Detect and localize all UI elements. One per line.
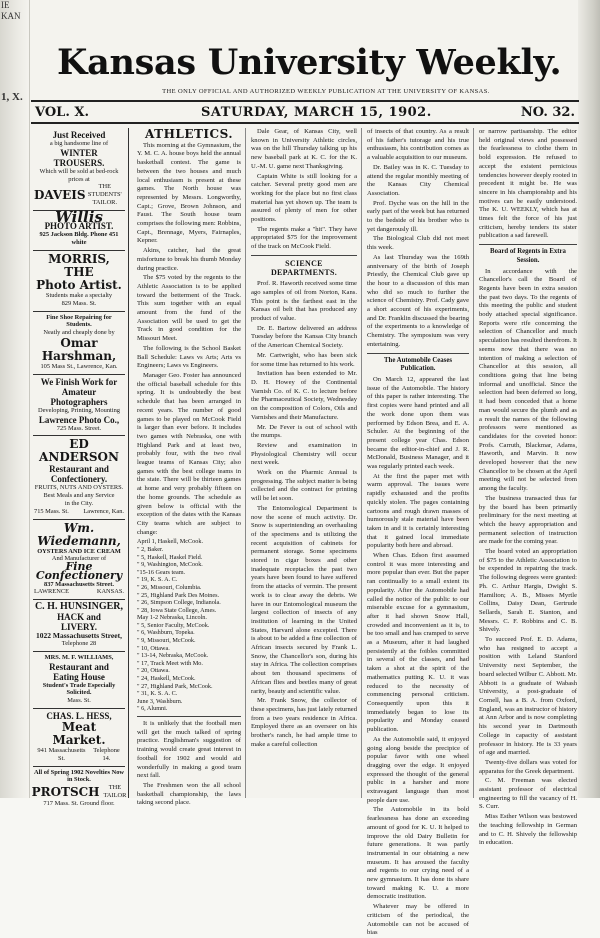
article-paragraph: At the first the paper met with warm approval. The issues were rapidly exhausted and the profits quickly stolen. The pages containing cartoons and rough drawn masses of humorously stale material have been taken in and it is certainly interesting that it gained local immediate popularity both here and abroad. (367, 472, 469, 550)
ad-wiedemann: Wm. Wiedemann, OYSTERS AND ICE CREAM And Manufacturer of Fine Confectionery 837 Massachusetts Street. LAWRENCE KANSAS. (33, 520, 125, 601)
masthead-subtitle: THE ONLY OFFICIAL AND AUTHORIZED WEEKLY PUBLICATION AT THE UNIVERSITY OF KANSAS. (162, 88, 490, 95)
article-paragraph: Whatever may be offered in criticism of the periodical, the Automobile can not be accused of bias (367, 903, 469, 937)
automobile-heading: The Automobile Ceases Publication. (384, 356, 452, 373)
regents-column (475, 128, 579, 847)
article-paragraph: Mr. Cartwright, who has been sick for some time has returned to his work. (251, 351, 357, 368)
issue-date: SATURDAY, MARCH 15, 1902. (201, 105, 432, 120)
article-paragraph: On March 12, appeared the last issue of the Automobile. The history of this paper is rather interesting. The first copies were hand printed and all the work done upon them was performed by Edson Brea, and E. A. Schuler. At the beginning of the present college year Chas. Edson became the editor-in-chief and J. R. McDonald, Business Manager, and it was regularly printed each week. (367, 375, 469, 471)
volume-label: VOL. X. (35, 105, 89, 120)
ad-hess: CHAS. L. HESS, Meat Market. 941 Massachusetts St. Telephone 14. (33, 709, 125, 767)
dateline-bar (31, 100, 579, 124)
ad-hunsinger: C. H. HUNSINGER, HACK and LIVERY. 1022 Massachusetts Street, Telephone 28 (33, 600, 125, 652)
article-paragraph: Dr. Bailey was in K. C. Tuesday to attend the regular monthly meeting of the Kansas City Chemical Association. (367, 163, 469, 197)
article-paragraph: Prof. Dyche was on the hill in the early part of the week but has returned to the bedside of his brother who is yet dangerously ill. (367, 199, 469, 233)
article-paragraph: To succeed Prof. E. D. Adams, who has resigned to accept a position with Leland Stanford University next September, the board selected Wilbur C. Abbott. Mr. Abbott is a graduate of Wabash University, a post-graduate of Cornell, has a B. A. from Oxford, England, was an instructor of history at Ann Arbor and is now completing his second year in Dartmouth College in capacity of assistant professor in history. He is 33 years of age and married. (479, 636, 577, 757)
article-paragraph: Review and examination in Physiological Chemistry will occur next week. (251, 441, 357, 467)
article-paragraph: Dale Gear, of Kansas City, well known in University Athletic circles, was on the hill Thursday talking up his new baseball park at K. C. for the K. U.-M. U. game next Thanksgiving. (251, 128, 357, 170)
science-column (247, 128, 362, 798)
athletics-heading: ATHLETICS. (144, 127, 233, 141)
article-paragraph: The Automobile in its bold fearlessness has done an exceeding amount of good for K. U. It helped to improve the old Dairy Bulletin for future generations. It was partly instrumental in our obtaining a new museum. It has aroused the faculty and regents to our crying need of a new gymnasium. It has done its share toward making K. U. a more democratic institution. (367, 806, 469, 901)
athletics-column (133, 127, 246, 807)
baseball-schedule: April 1, Haskell, McCook. " 2, Baker. " 5, Haskell, Haskel Field. " 9, Washington, McCook. "15-16 Gears team. " 19, K. S. A. C. " 26, Missouri, Columbia. " 25, Highland Park Des Moines. " 26, Simpson College, Indianola. " 28, Iowa State College, Ames. May 1-2 Nebraska, Lincoln. " 5, Senior Faculty, McCook. " 6, Washburn, Topeka. " 9, Missouri, McCook. " 10, Ottawa. " 13-14, Nebraska, McCook. " 17, Track Meet with Mo. " 20, Ottawa. " 24, Haskell, McCook. " 27, Highland Park, McCook. " 31, K. S. A. C. June 3, Washburn. " 6, Alumni. (137, 538, 221, 713)
article-paragraph: The regents make a "hit". They have appropriated $75 for the improvement of the track on McCook Field. (251, 225, 357, 251)
ad-anderson: ED ANDERSON Restaurant and Confectionery. FRUITS, NUTS AND OYSTERS. Best Meals and any Service in the City. 715 Mass. St. Lawrence, Kan. (33, 436, 125, 519)
article-paragraph: As last Thursday was the 169th anniversary of the birth of Joseph Priestly, the Chemical Club gave up the hour to a discussion of this man who did so much to further the science of Chemistry. Prof. Cady gave a short account of his experiments, and Dr. Franklin discussed the bearing of the experiments to a knowledge of Chemistry. The symposium was very entertaining. (367, 253, 469, 348)
ad-daveis: Just Received a big handsome line of WINTER TROUSERS. Which will be sold at bed-rock prices at DAVEIS THE STUDENTS' TAILOR. (33, 128, 125, 211)
article-paragraph: This morning at the Gymnasium, the Y. M. C. A. house boys held the annual basketball contest. The game is between the two houses and much local enthusiasm is present at these games. The North house was represented by Messrs. Longworthy, Capt.; Grove, Brown Johnson, and Faust. The South house team comprises the following men: Robbins, Capt., Brennage, Myers, Fairnaples, Kepner. (137, 141, 241, 245)
spine-text: IE KAN 1, X. (1, 0, 23, 103)
ad-lawrence-photo: We Finish Work for Amateur Photographers Developing, Printing, Mounting Lawrence Photo Co., 725 Mass. Street. (33, 375, 125, 437)
article-paragraph: Prof. R. Haworth received some time ago samples of oil from Norton, Kans. This point is the farthest east in the Kansas oil belt that has produced any product of value. (251, 280, 357, 323)
ad-harshman: Fine Shoe Repairing for Students. Neatly and cheaply done by Omar Harshman, 105 Mass St., Lawrence, Kan. (33, 312, 125, 375)
ad-willis: Willis PHOTO ARTIST. 925 Jackson Bldg. Phone 451 white (33, 211, 125, 251)
right-page-edge (578, 0, 600, 798)
article-paragraph: Mr. Frank Snow, the collector of these specimens, has just lately returned from a two years residence in Africa. Employed there as an overseer on his brother's ranch, he had ample time to make a careful collection (251, 697, 357, 748)
science-heading: SCIENCE DEPARTMENTS. (270, 258, 338, 277)
article-paragraph: Miss Esther Wilson was bestowed the teaching fellowship in German and to C. H. Shively the fellowship in education. (479, 813, 577, 847)
article-paragraph: It is unlikely that the football men will get the much talked of spring practice. Englishman's suggestion of training would create great interest in football for 1902 and would aid wonderfully in making a good team next fall. (137, 720, 241, 780)
article-paragraph: The Freshmen won the all school basketball championship, the laws taking second place. (137, 781, 241, 807)
article-paragraph: Twenty-five dollars was voted for apparatus for the Greek department. (479, 758, 577, 775)
article-paragraph: The following is the School Basket Ball Schedule: Laws vs Arts; Arts vs Engineers; Laws vs Engineers. (137, 344, 241, 370)
article-paragraph: In accordance with the Chancellor's call the Board of Regents have been in extra session the past two days. To the regents of this meeting the public and student body attached special significance. Reports were rife concerning the selection of Chancellor and much speculation has resulted therefrom. It seems now that there was no intention of making a selection of Chancellor at this session, all conditions going that line being informal and unofficial. Since the selection had been deferred so long, it had been conceded that a home man would secure the plumb and as a result the names of the following professors were mentioned as candidates for the coveted honor: Profs. Carruth, Blackmar, Adams, Haworth, and Marvin. It now developed however that the new Chancellor to be chosen at the April meeting will not be selected from among the faculty. (479, 267, 577, 493)
article-paragraph: Invitation has been extended to Mr. D. H. Howey of the Continental Varnish Co. of K. C. to lecture before the Pharmaceutical Society, Wednesday on the composition of Colors, Oils and Varnishes and their Manufacture. (251, 370, 357, 421)
article-paragraph: Dr. E. Bartow delivered an address Tuesday before the Kansas City branch of the American Chemical Society. (251, 324, 357, 350)
article-paragraph: The business transacted thus far by the board has been primarily preliminary for the next meeting at which the heavy appropriation and permanent selection of instruction are made for the coming year. (479, 494, 577, 546)
regents-heading: Board of Regents in Extra Session. (490, 248, 566, 264)
adjacent-page-spine (0, 0, 30, 798)
article-paragraph: Akins, catcher, had the great misfortune to break his thumb Monday during practice. (137, 247, 241, 272)
article-paragraph: C. M. Freeman was elected assistant professor of electrical engineering to fill the vacancy of H. S. Curr. (479, 777, 577, 811)
article-paragraph: of insects of that country. As a result of his father's tutorage and his true enthusiasm, his contribution comes as a valuable acquisition to our museum. (367, 128, 469, 162)
newspaper-sheet (31, 0, 579, 937)
ad-morris: MORRIS, THE Photo Artist. Students make a specialty 829 Mass. St. (33, 251, 125, 312)
article-paragraph: The Entomological Department is now the scene of much activity. Dr. Snow is superintending an overhauling of the specimens and is utilizing the recent acquisition of cabinets for permanent storage. Some specimens stored in cigar boxes and other inadequate receptacles the past two years have been found to have suffered from the attacks of vermin. The present work is to clear away the debris. We have in our Entomological museum the largest collection of insects of any institution of learning in the United States, Harvard alone excepted. There is about to be added a fine collection of African insects secured by Frank L. Snow, the Chancellor's son, during his stay in Africa. The collection comprises about ten thousand specimens of African flies and beetles many of great rarity, beauty and scientific value. (251, 504, 357, 695)
article-paragraph: Work on the Pharmic Annual is progressing. The subject matter is being collected and the contract for printing will be let soon. (251, 469, 357, 503)
article-paragraph: The board voted an appropriation of $75 to the Athletic Association to be expended in repairing the track. The following degrees were granted: Ph. C. Arthur Hargis, Dwight S. Hamilton; A. B., Misses Myrtle Collins, Daisy Dean, Gertrude Sellards, Sarah E. Stanton, and Messrs. C. F. Robbins and C. B. Shively. (479, 548, 577, 634)
issue-number: NO. 32. (520, 105, 575, 120)
article-paragraph: Captain White is still looking for a catcher. Several pretty good men are working for the place but no first class material has yet shown up. The team is assured of plenty of men for other positions. (251, 172, 357, 224)
masthead-title: Kansas University Weekly. (57, 42, 562, 83)
ads-column (31, 128, 129, 807)
automobile-column (363, 128, 474, 937)
ad-williams: MRS. M. F. WILLIAMS, Restaurant and Eating House Student's Trade Especially Solicited. Mass. St. (33, 652, 125, 709)
article-paragraph: As the Automobile said, it enjoyed going along beside the precipice of popular favor with one wheel dragging over the edge. It enjoyed expressed the thought of the general public in a harsher and more extravagant language than most people dare use. (367, 735, 469, 804)
ad-protsch: All of Spring 1902 Novelties Now in Stock. PROTSCH THE TAILOR 717 Mass. St. Ground floor. (31, 768, 127, 807)
article-paragraph: The $75 voted by the regents to the Athletic Association is to be applied toward the betterment of the Track. This sum together with an equal amount from the fund of the Association will be used to get the Track in good condition for the Missouri Meet. (137, 274, 241, 343)
article-paragraph: The Biological Club did not meet this week. (367, 235, 469, 252)
article-paragraph: or narrow partisanship. The editor held original views and possessed the fearlessness to clothe them in bold expression. He refused to accept the existent pernicious tendencies however deeply rooted in precedent it might be. He was sincere in his championship and his motives can be easily understood. The K. U. WEEKLY, which has at times felt the force of his just criticism, hereby tenders its sister publication a sad farewell. (479, 128, 577, 240)
article-paragraph: Manager Geo. Foster has announced the official baseball schedule for this spring. It is undoubtedly the best schedule that has been arranged in recent years. The number of good games to be played on McCook Field is larger than ever before. It includes two games with Nebraska, one with Highland Park and at least two, probably four, with the two rival league teams of Kansas City; also games with the best college teams in the state. There will be thirteen games at home and very probably fifteen on the home grounds. The schedule as given below is official with the exception of the dates with the Kansas City teams which are subject to change: (137, 371, 241, 536)
article-paragraph: Mr. De Fever is out of school with the mumps. (251, 423, 357, 440)
article-paragraph: When Chas. Edson first assumed control it was more interesting and more popular than ever. But the paper ran continually to a small extent its popularity. After the Automobile had called the notice of the public to our miserable excuse for a gymnasium, after it had shown Snow Hall, crowded and inconvenient as it is, to be too small and has cramped to serve as a Museum, after it had laughed persistently at the foibles committed in several of the classes, and had taken a shot at the spirit of the mathematics putting K. U. it was reduced to the necessity of commencing personal criticism. Consequently upon this it immediately began to lose its popularity and Monday ceased publication. (367, 552, 469, 734)
